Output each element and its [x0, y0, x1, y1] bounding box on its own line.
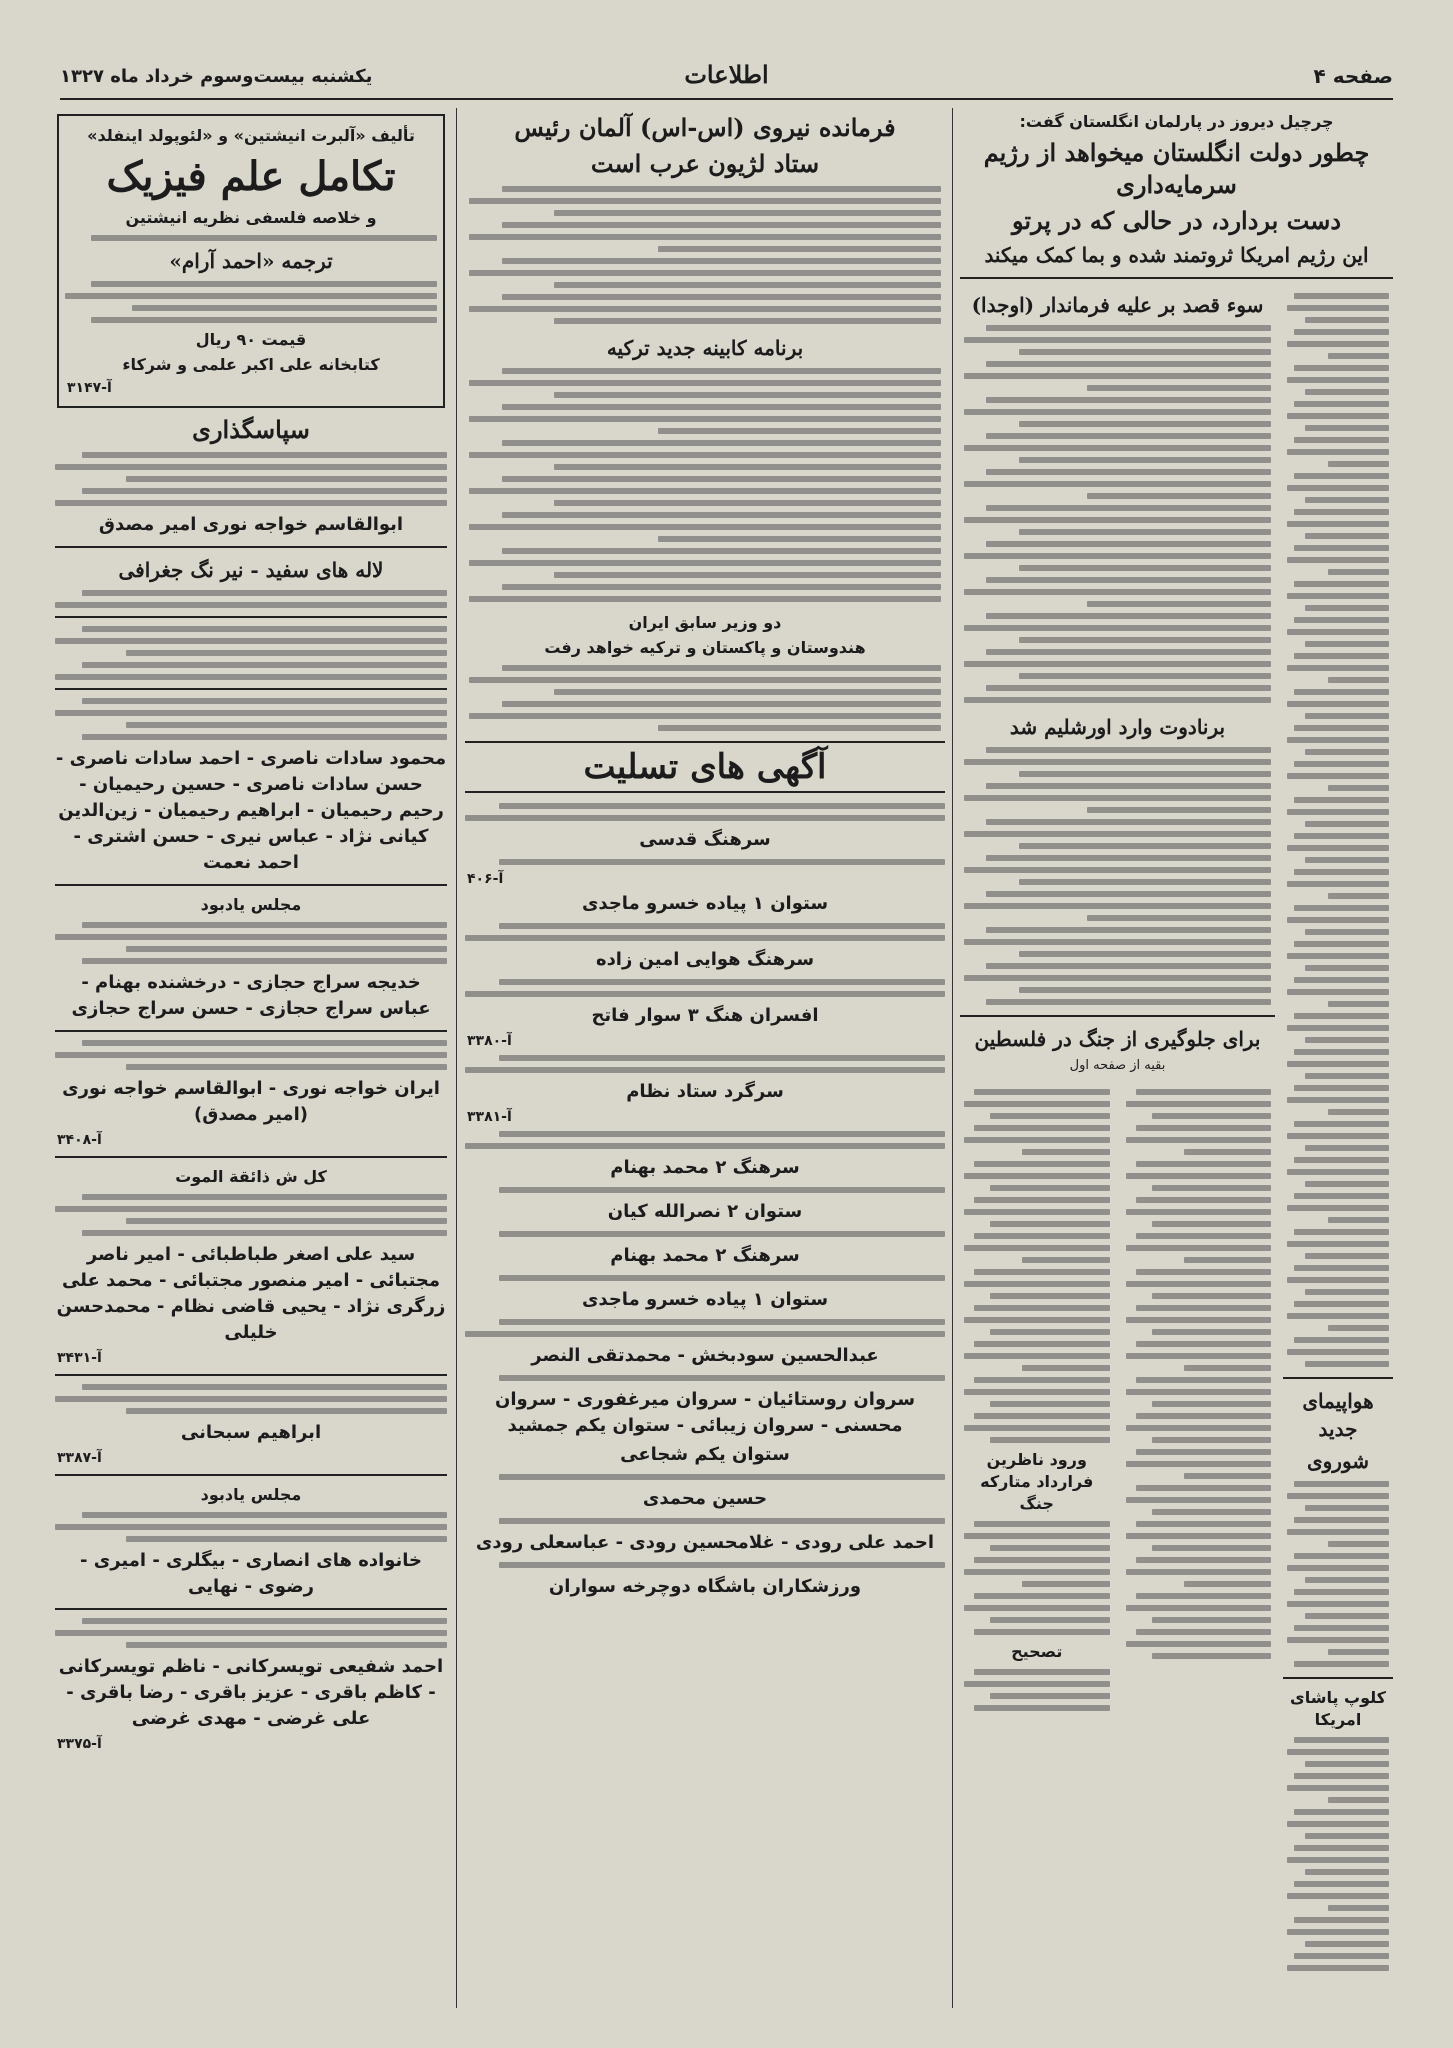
condolence-names-12: ستوان یکم شجاعی [620, 1444, 790, 1465]
paper-name: اطلاعات [684, 60, 769, 89]
book-translator: ترجمه «احمد آرام» [169, 249, 333, 273]
majlis-title-2: کل ش ذائقة الموت [175, 1167, 327, 1186]
middle-headline-1: فرمانده نیروی (اس-اس) آلمان رئیس [514, 113, 896, 142]
ad-ref-1: ۴۰۶-آ [467, 871, 504, 887]
headline-line-1: چطور دولت انگلستان میخواهد از رژیم سرمایه‌داری [983, 138, 1370, 199]
ad-ref-2: ۳۳۸۰-آ [467, 1033, 512, 1049]
main-news-column [960, 287, 1275, 1981]
issue-date: یکشنبه بیست‌وسوم خرداد ماه ۱۳۲۷ [60, 66, 373, 87]
column-news-right [960, 108, 1393, 2008]
continued-note: بقیه از صفحه اول [1069, 1058, 1166, 1073]
subheadline-1: سوء قصد بر علیه فرماندار (اوجدا) [971, 293, 1264, 317]
thanks-title: سپاسگذاری [192, 415, 310, 444]
condolence-names-1: سرهنگ قدسی [639, 829, 771, 850]
book-author: تألیف «آلبرت انیشتین» و «لئوپولد اینفلد» [87, 126, 415, 145]
condolence-names-11: سروان روستائیان - سروان میرغفوری - سروان محسنی - سروان زیبائی - ستوان یکم جمشید [494, 1389, 916, 1436]
thanks-signature: ابوالقاسم خواجه نوری امیر مصدق [98, 514, 404, 535]
family-names-1: محمود سادات ناصری - احمد سادات ناصری - حسن سادات ناصری - حسین رحیمیان - رحیم رحیمیان - ابراهیم رحیمیان - زین‌الدین کیانی نژاد - عباس نیری - حسن اشتری - احمد نعمت [55, 748, 447, 873]
side-headline-1: هواپیمای جدید [1302, 1389, 1374, 1441]
side-headline-3: کلوپ پاشای امریکا [1290, 1688, 1386, 1729]
family-names-5: ابراهیم سبحانی [180, 1422, 322, 1443]
family-names-7: احمد شفیعی تویسرکانی - ناظم تویسرکانی - کاظم باقری - عزیز باقری - رضا باقری - علی غرضی - مهدی غرضی [58, 1656, 444, 1729]
headline-line-2: دست بردارد، در حالی که در پرتو [1011, 206, 1342, 235]
family-names-4: سید علی اصغر طباطبائی - امیر ناصر مجتبائی - امیر منصور مجتبائی - محمد علی زرگری نژاد - یحیی قاضی نظام - محمدحسن خلیلی [56, 1244, 446, 1343]
headline-line-3: این رژیم امریکا ثروتمند شده و بما کمک میکند [984, 243, 1369, 267]
condolence-names-6: سرهنگ ۲ محمد بهنام [610, 1157, 800, 1178]
condolence-names-10: عبدالحسین سودبخش - محمدتقی النصر [531, 1345, 879, 1366]
middle-subheadline-3: هندوستان و پاکستان و ترکیه خواهد رفت [544, 638, 866, 657]
condolence-names-15: ورزشکاران باشگاه دوچرخه سواران [548, 1576, 862, 1597]
family-names-3: ایران خواجه نوری - ابوالقاسم خواجه نوری (امیر مصدق) [62, 1078, 440, 1125]
ad-ref-5: ۳۳۷۵-آ [57, 1736, 102, 1752]
subheadline-4: ورود ناظرین فرارداد متارکه جنگ [980, 1450, 1094, 1513]
condolence-names-13: حسین محمدی [642, 1488, 768, 1509]
majlis-title-3: مجلس یادبود [200, 1485, 302, 1504]
book-advertisement [57, 114, 445, 408]
middle-subheadline-2: دو وزیر سابق ایران [628, 613, 782, 632]
subheadline-2: برنادوت وارد اورشلیم شد [1009, 715, 1226, 739]
middle-headline-2: ستاد لژیون عرب است [590, 149, 820, 178]
condolence-names-8: سرهنگ ۲ محمد بهنام [610, 1245, 800, 1266]
condolence-section-title: آگهی های تسلیت [465, 741, 945, 793]
side-column [1283, 287, 1393, 1981]
majlis-title-1: مجلس یادبود [200, 895, 302, 914]
lala-title: لاله های سفید - نیر نگ جغرافی [118, 558, 384, 582]
middle-subheadline-1: برنامه کابینه جدید ترکیه [606, 336, 804, 360]
side-headline-2: شوروی [1306, 1449, 1370, 1473]
family-names-2: خدیجه سراج حجازی - درخشنده بهنام - عباس سراج حجازی - حسن سراج حجازی [71, 972, 431, 1019]
book-title: تکامل علم فیزیک [106, 153, 396, 200]
column-ads-left [55, 108, 447, 2008]
ad-ref-3: ۳۴۳۱-آ [57, 1350, 102, 1366]
masthead [60, 58, 1393, 100]
book-publisher: کتابخانه علی اکبر علمی و شرکاء [122, 355, 380, 374]
correction-title: تصحیح [1011, 1642, 1063, 1661]
subheadline-3: برای جلوگیری از جنگ در فلسطین [974, 1027, 1261, 1051]
condolence-names-2: ستوان ۱ پیاده خسرو ماجدی [581, 893, 829, 914]
ad-ref-1: ۳۱۴۷-آ [67, 380, 112, 396]
ad-ref-4: ۳۳۸۷-آ [57, 1450, 102, 1466]
family-names-6: خانواده های انصاری - بیگلری - امیری - رضوی - نهایی [79, 1550, 423, 1597]
condolence-names-14: احمد علی رودی - غلامحسین رودی - عباسعلی رودی [475, 1532, 935, 1553]
ad-ref-3: ۳۳۸۱-آ [467, 1109, 512, 1125]
condolence-names-4: افسران هنگ ۳ سوار فاتح [591, 1005, 819, 1026]
condolence-names-5: سرگرد ستاد نظام [626, 1081, 784, 1102]
ad-ref-2: ۳۴۰۸-آ [57, 1132, 102, 1148]
condolence-names-7: ستوان ۲ نصرالله کیان [607, 1201, 803, 1222]
column-news-middle [465, 108, 945, 2008]
book-subtitle: و خلاصه فلسفی نظریه انیشتین [125, 208, 377, 227]
headline-intro: چرچیل دیروز در پارلمان انگلستان گفت: [1019, 112, 1334, 131]
condolence-names-9: ستوان ۱ پیاده خسرو ماجدی [581, 1289, 829, 1310]
book-price: قیمت ۹۰ ریال [195, 330, 307, 349]
page-number: صفحه ۴ [1313, 64, 1393, 88]
condolence-names-3: سرهنگ هوایی امین زاده [595, 949, 815, 970]
